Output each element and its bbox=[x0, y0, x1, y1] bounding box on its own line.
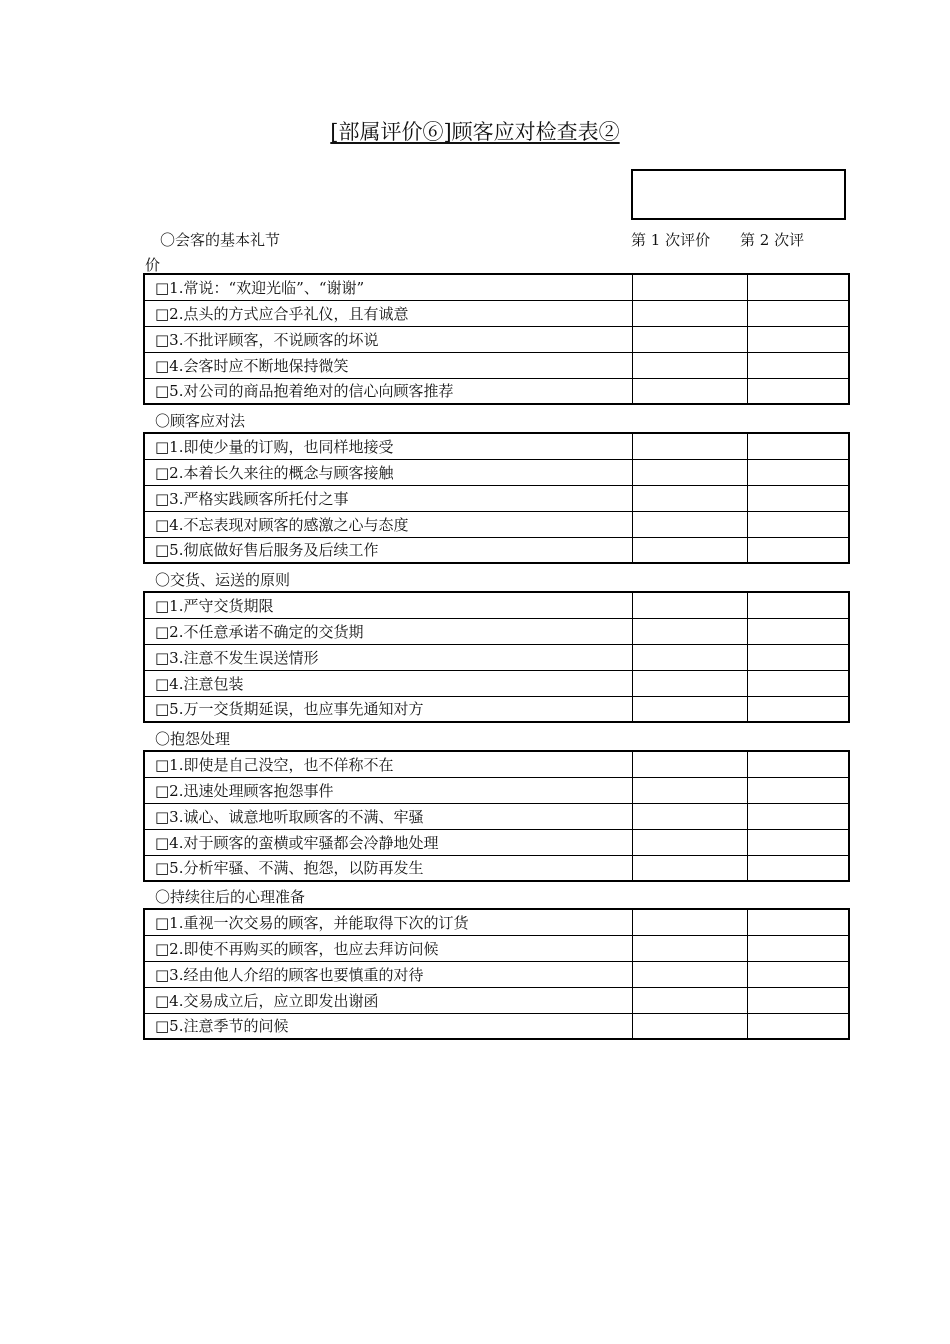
checklist-row bbox=[144, 378, 849, 404]
checklist-item[interactable]: □2.迅速处理顾客抱怨事件 bbox=[144, 777, 632, 803]
second-score-cell[interactable] bbox=[747, 644, 849, 670]
checklist-item[interactable]: □1.常说：“欢迎光临”、“谢谢” bbox=[144, 274, 632, 300]
checklist-row bbox=[144, 459, 849, 485]
checklist-item[interactable]: □5.万一交货期延误，也应事先通知对方 bbox=[144, 696, 632, 722]
checklist-row bbox=[144, 935, 849, 961]
section-1-table bbox=[143, 273, 848, 405]
section-4-table bbox=[143, 750, 848, 882]
checklist-row bbox=[144, 855, 849, 881]
first-score-cell[interactable] bbox=[632, 855, 747, 881]
first-score-cell[interactable] bbox=[632, 909, 747, 935]
checklist-item[interactable]: □4.对于顾客的蛮横或牢骚都会冷静地处理 bbox=[144, 829, 632, 855]
checklist-item[interactable]: □5.注意季节的问候 bbox=[144, 1013, 632, 1039]
checklist-row bbox=[144, 326, 849, 352]
first-score-cell[interactable] bbox=[632, 618, 747, 644]
checklist-row bbox=[144, 352, 849, 378]
checklist-item[interactable]: □2.本着长久来往的概念与顾客接触 bbox=[144, 459, 632, 485]
checklist-row bbox=[144, 644, 849, 670]
checklist-item[interactable]: □2.不任意承诺不确定的交货期 bbox=[144, 618, 632, 644]
total-score-box[interactable] bbox=[631, 169, 846, 220]
first-score-cell[interactable] bbox=[632, 300, 747, 326]
checklist-item[interactable]: □1.严守交货期限 bbox=[144, 592, 632, 618]
section-title: 〇抱怨处理 bbox=[155, 730, 231, 748]
section-3-table bbox=[143, 591, 848, 723]
section-2-table bbox=[143, 432, 848, 564]
second-score-cell[interactable] bbox=[747, 300, 849, 326]
first-score-cell[interactable] bbox=[632, 592, 747, 618]
first-evaluation-header: 第 1 次评价 bbox=[631, 231, 711, 249]
first-score-cell[interactable] bbox=[632, 987, 747, 1013]
checklist-item[interactable]: □1.重视一次交易的顾客，并能取得下次的订货 bbox=[144, 909, 632, 935]
second-score-cell[interactable] bbox=[747, 696, 849, 722]
page-title: [部属评价⑥]顾客应对检查表② bbox=[330, 120, 620, 144]
second-score-cell[interactable] bbox=[747, 1013, 849, 1039]
second-score-cell[interactable] bbox=[747, 961, 849, 987]
second-score-cell[interactable] bbox=[747, 803, 849, 829]
second-score-cell[interactable] bbox=[747, 459, 849, 485]
checklist-item[interactable]: □5.彻底做好售后服务及后续工作 bbox=[144, 537, 632, 563]
checklist-row bbox=[144, 751, 849, 777]
checklist-row bbox=[144, 300, 849, 326]
second-score-cell[interactable] bbox=[747, 935, 849, 961]
first-score-cell[interactable] bbox=[632, 485, 747, 511]
checklist-item[interactable]: □3.经由他人介绍的顾客也要慎重的对待 bbox=[144, 961, 632, 987]
checklist-row bbox=[144, 618, 849, 644]
checklist-row bbox=[144, 1013, 849, 1039]
first-score-cell[interactable] bbox=[632, 326, 747, 352]
checklist-row bbox=[144, 670, 849, 696]
column-header-row bbox=[160, 229, 850, 249]
checklist-row bbox=[144, 537, 849, 563]
first-score-cell[interactable] bbox=[632, 751, 747, 777]
second-score-cell[interactable] bbox=[747, 485, 849, 511]
checklist-row bbox=[144, 592, 849, 618]
second-score-cell[interactable] bbox=[747, 987, 849, 1013]
section-title: 〇持续往后的心理准备 bbox=[155, 888, 306, 906]
second-score-cell[interactable] bbox=[747, 592, 849, 618]
first-score-cell[interactable] bbox=[632, 644, 747, 670]
checklist-row bbox=[144, 961, 849, 987]
checklist-item[interactable]: □4.会客时应不断地保持微笑 bbox=[144, 352, 632, 378]
checklist-row bbox=[144, 696, 849, 722]
checklist-row bbox=[144, 485, 849, 511]
checklist-row bbox=[144, 909, 849, 935]
section-title: 〇会客的基本礼节 bbox=[160, 231, 281, 249]
second-score-cell[interactable] bbox=[747, 751, 849, 777]
first-score-cell[interactable] bbox=[632, 459, 747, 485]
first-score-cell[interactable] bbox=[632, 352, 747, 378]
checklist-row bbox=[144, 433, 849, 459]
checklist-item[interactable]: □4.注意包装 bbox=[144, 670, 632, 696]
first-score-cell[interactable] bbox=[632, 378, 747, 404]
checklist-row bbox=[144, 829, 849, 855]
section-title: 〇交货、运送的原则 bbox=[155, 571, 291, 589]
checklist-item[interactable]: □5.对公司的商品抱着绝对的信心向顾客推荐 bbox=[144, 378, 632, 404]
second-score-cell[interactable] bbox=[747, 511, 849, 537]
checklist-item[interactable]: □3.注意不发生误送情形 bbox=[144, 644, 632, 670]
checklist-item[interactable]: □2.点头的方式应合乎礼仪，且有诚意 bbox=[144, 300, 632, 326]
first-score-cell[interactable] bbox=[632, 1013, 747, 1039]
second-score-cell[interactable] bbox=[747, 829, 849, 855]
first-score-cell[interactable] bbox=[632, 511, 747, 537]
second-score-cell[interactable] bbox=[747, 326, 849, 352]
checklist-item[interactable]: □2.即使不再购买的顾客，也应去拜访问候 bbox=[144, 935, 632, 961]
second-score-cell[interactable] bbox=[747, 274, 849, 300]
checklist-item[interactable]: □1.即使是自己没空，也不佯称不在 bbox=[144, 751, 632, 777]
second-score-cell[interactable] bbox=[747, 352, 849, 378]
checklist-row bbox=[144, 987, 849, 1013]
checklist-item[interactable]: □4.不忘表现对顾客的感激之心与态度 bbox=[144, 511, 632, 537]
second-score-cell[interactable] bbox=[747, 378, 849, 404]
first-score-cell[interactable] bbox=[632, 777, 747, 803]
section-5-table bbox=[143, 908, 848, 1040]
second-score-cell[interactable] bbox=[747, 909, 849, 935]
first-score-cell[interactable] bbox=[632, 961, 747, 987]
first-score-cell[interactable] bbox=[632, 829, 747, 855]
second-score-cell[interactable] bbox=[747, 670, 849, 696]
checklist-item[interactable]: □3.不批评顾客，不说顾客的坏说 bbox=[144, 326, 632, 352]
second-score-cell[interactable] bbox=[747, 777, 849, 803]
section-title: 〇顾客应对法 bbox=[155, 412, 246, 430]
first-score-cell[interactable] bbox=[632, 433, 747, 459]
second-evaluation-header: 第 2 次评 bbox=[740, 231, 805, 249]
first-score-cell[interactable] bbox=[632, 274, 747, 300]
second-score-cell[interactable] bbox=[747, 537, 849, 563]
checklist-row bbox=[144, 274, 849, 300]
second-score-cell[interactable] bbox=[747, 433, 849, 459]
first-score-cell[interactable] bbox=[632, 696, 747, 722]
checklist-row bbox=[144, 511, 849, 537]
first-score-cell[interactable] bbox=[632, 670, 747, 696]
second-evaluation-header-wrap: 价 bbox=[145, 256, 161, 274]
first-score-cell[interactable] bbox=[632, 537, 747, 563]
checklist-row bbox=[144, 803, 849, 829]
checklist-item[interactable]: □3.诚心、诚意地听取顾客的不满、牢骚 bbox=[144, 803, 632, 829]
first-score-cell[interactable] bbox=[632, 935, 747, 961]
second-score-cell[interactable] bbox=[747, 855, 849, 881]
second-score-cell[interactable] bbox=[747, 618, 849, 644]
checklist-item[interactable]: □1.即使少量的订购，也同样地接受 bbox=[144, 433, 632, 459]
checklist-row bbox=[144, 777, 849, 803]
first-score-cell[interactable] bbox=[632, 803, 747, 829]
checklist-item[interactable]: □4.交易成立后，应立即发出谢函 bbox=[144, 987, 632, 1013]
checklist-item[interactable]: □5.分析牢骚、不满、抱怨，以防再发生 bbox=[144, 855, 632, 881]
checklist-item[interactable]: □3.严格实践顾客所托付之事 bbox=[144, 485, 632, 511]
